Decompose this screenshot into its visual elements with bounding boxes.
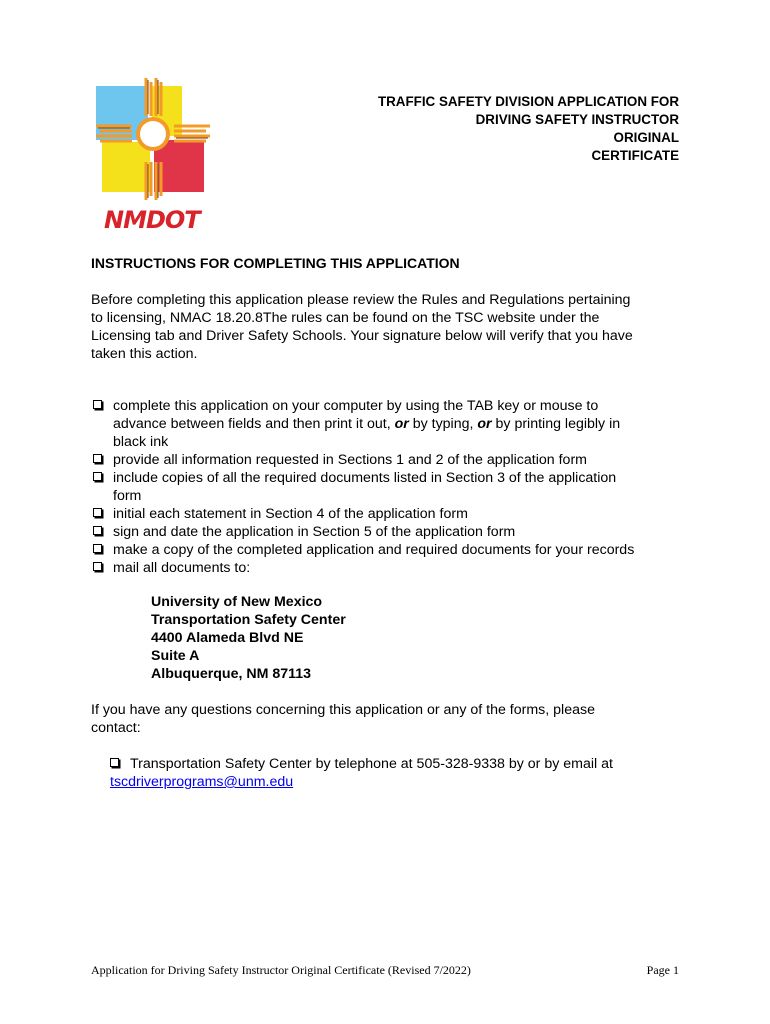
address-line: Transportation Safety Center	[151, 612, 346, 628]
checklist-item	[91, 397, 691, 451]
address-line: Albuquerque, NM 87113	[151, 666, 312, 682]
checkbox-icon	[93, 472, 102, 481]
checklist-item	[91, 523, 691, 541]
address-line: 4400 Alameda Blvd NE	[151, 630, 304, 646]
checklist-line: provide all information requested in Sections 1 and 2 of the application form	[113, 452, 587, 468]
or-emphasis: or	[477, 416, 492, 432]
checkbox-icon	[93, 544, 102, 553]
title-line: TRAFFIC SAFETY DIVISION APPLICATION FOR	[377, 94, 679, 109]
instructions-paragraph	[91, 291, 691, 363]
nmdot-logo	[88, 78, 214, 236]
document-title	[378, 93, 679, 165]
contact-paragraph	[91, 701, 595, 737]
contact-item	[110, 755, 613, 791]
paragraph-line: Before completing this application please review the Rules and Regulations pertaining	[91, 292, 631, 308]
checklist-item	[91, 451, 691, 469]
checkbox-icon	[110, 758, 119, 767]
page-footer: Application for Driving Safety Instructor Original Certificate (Revised 7/2022)	[91, 963, 471, 977]
address-line: Suite A	[151, 648, 200, 664]
contact-text: Transportation Safety Center by telephone at 505-328-9338 by or by email at	[130, 756, 613, 772]
checkbox-icon	[93, 508, 102, 517]
checkbox-icon	[93, 562, 102, 571]
checklist-line: sign and date the application in Section 5 of the application form	[113, 524, 516, 540]
instructions-heading: INSTRUCTIONS FOR COMPLETING THIS APPLICATION	[91, 255, 460, 271]
title-line: DRIVING SAFETY INSTRUCTOR	[475, 112, 679, 127]
checklist-line: initial each statement in Section 4 of the application form	[113, 506, 468, 522]
mailing-address	[151, 593, 346, 683]
checklist-line: include copies of all the required documents listed in Section 3 of the application	[113, 470, 617, 486]
or-emphasis: or	[394, 416, 409, 432]
checklist-item	[91, 559, 691, 577]
zia-sun-logo-icon	[88, 78, 214, 236]
checkbox-icon	[93, 454, 102, 463]
paragraph-line: If you have any questions concerning this application or any of the forms, please	[91, 702, 595, 718]
checkbox-icon	[93, 526, 102, 535]
checklist-line: complete this application on your computer by using the TAB key or mouse to	[113, 398, 599, 414]
paragraph-line: Licensing tab and Driver Safety Schools. Your signature below will verify that you have	[91, 328, 633, 344]
checklist-line: make a copy of the completed application and required documents for your records	[113, 542, 635, 558]
contact-email-link[interactable]: tscdriverprograms@unm.edu	[110, 774, 294, 790]
checklist-item	[91, 541, 691, 559]
checklist-item	[91, 469, 691, 505]
checklist-text: by typing,	[408, 416, 478, 432]
checklist-line: mail all documents to:	[113, 560, 251, 576]
checklist-line	[113, 415, 691, 433]
checklist-line: form	[113, 488, 142, 504]
checklist-text: advance between fields and then print it out,	[113, 416, 395, 432]
logo-text: NMDOT	[104, 206, 200, 234]
paragraph-line: to licensing, NMAC 18.20.8The rules can be found on the TSC website under the	[91, 310, 600, 326]
paragraph-line: contact:	[91, 720, 141, 736]
title-line: CERTIFICATE	[591, 148, 679, 163]
instructions-checklist	[91, 397, 691, 577]
address-line: University of New Mexico	[151, 594, 323, 610]
title-line: ORIGINAL	[613, 130, 679, 145]
checklist-line: black ink	[113, 434, 169, 450]
paragraph-line: taken this action.	[91, 346, 198, 362]
checklist-item	[91, 505, 691, 523]
checkbox-icon	[93, 400, 102, 409]
checklist-text: by printing legibly in	[491, 416, 621, 432]
page-number: Page 1	[646, 963, 679, 977]
